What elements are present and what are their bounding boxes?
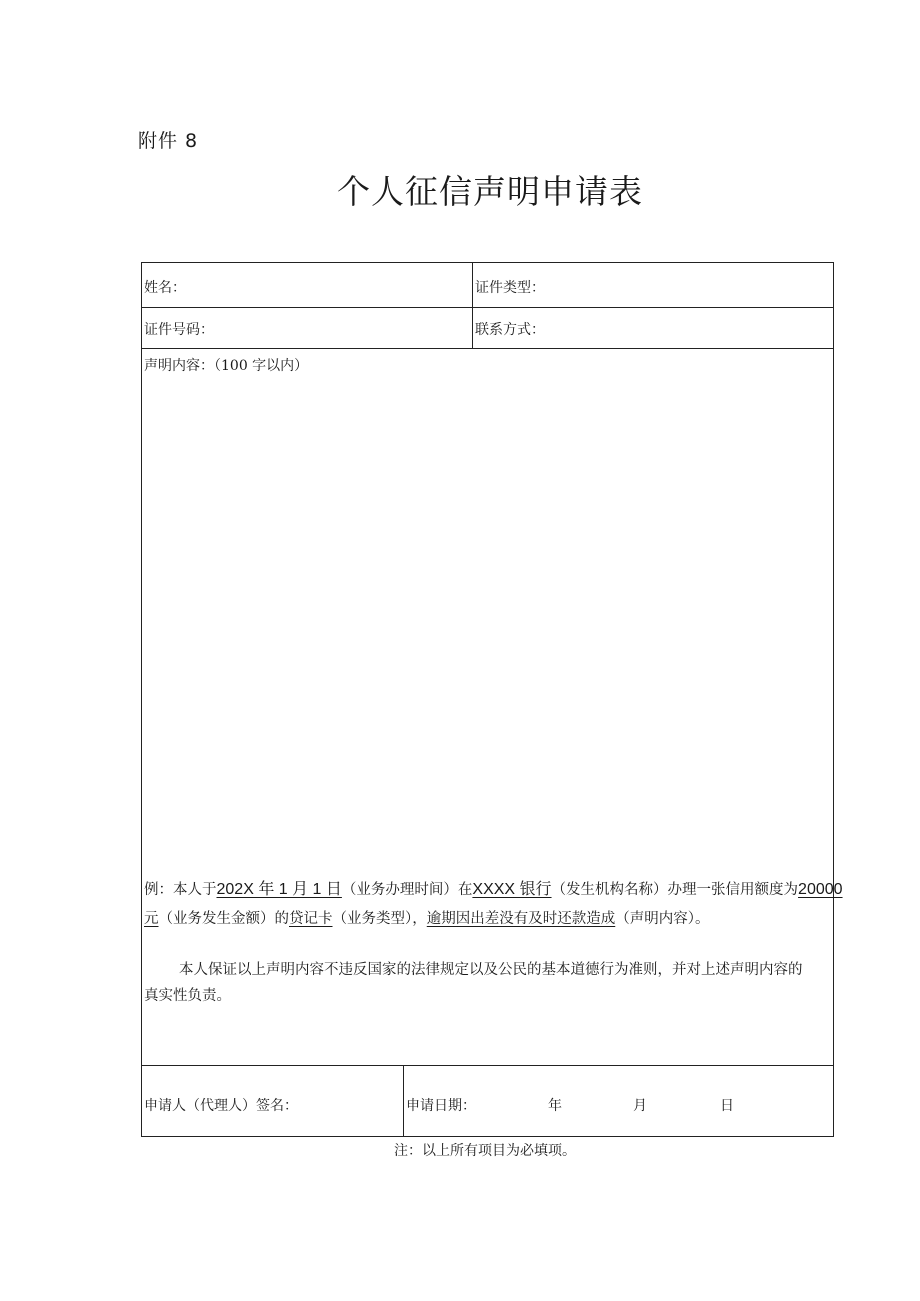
example-prefix: 例：本人于 xyxy=(144,882,217,898)
id-type-field[interactable] xyxy=(475,277,545,297)
example-date-note: （业务办理时间）在 xyxy=(341,882,473,898)
row-divider xyxy=(142,1065,833,1066)
required-fields-note: 注：以上所有项目为必填项。 xyxy=(394,1143,576,1159)
example-institution: XXXX 银行 xyxy=(472,881,552,898)
row-divider xyxy=(142,307,833,308)
date-month-label: 月 xyxy=(633,1098,647,1114)
example-amount-unit: 元 xyxy=(144,911,159,927)
signature-label: 申请人（代理人）签名： xyxy=(144,1098,298,1114)
name-field[interactable] xyxy=(144,277,186,297)
form-title: 个人征信声明申请表 xyxy=(337,172,643,211)
pledge-line-2: 真实性负责。 xyxy=(144,988,231,1004)
example-amount-note: （业务发生金额）的 xyxy=(158,911,289,927)
example-business-type-note: （业务类型）， xyxy=(332,911,427,927)
contact-label: 联系方式： xyxy=(475,322,545,338)
pledge-statement xyxy=(144,957,834,1009)
column-divider xyxy=(403,1065,404,1137)
example-amount-number: 20000 xyxy=(798,881,843,898)
contact-field[interactable] xyxy=(475,319,545,339)
pledge-line-1: 本人保证以上声明内容不违反国家的法律规定以及公民的基本道德行为准则，并对上述声明内容的 xyxy=(179,962,803,978)
attachment-number: 附件 8 xyxy=(138,130,199,152)
example-content-note: （声明内容）。 xyxy=(615,911,710,927)
signature-field[interactable] xyxy=(144,1095,298,1115)
date-year-label: 年 xyxy=(548,1098,562,1114)
statement-label: 声明内容：（100 字以内） xyxy=(144,358,309,374)
application-date-field[interactable] xyxy=(406,1095,476,1115)
example-content: 逾期因出差没有及时还款造成 xyxy=(426,911,616,927)
statement-content-field[interactable] xyxy=(144,355,308,375)
example-line-2 xyxy=(144,905,834,934)
example-date: 202X 年 1 月 1 日 xyxy=(216,881,342,898)
row-divider xyxy=(142,348,833,349)
name-label: 姓名： xyxy=(144,280,186,296)
id-number-label: 证件号码： xyxy=(144,322,214,338)
column-divider xyxy=(472,263,473,349)
statement-form-table xyxy=(141,262,843,1137)
example-business-type: 贷记卡 xyxy=(289,911,333,927)
example-line-1 xyxy=(144,875,843,905)
date-day-label: 日 xyxy=(720,1098,734,1114)
id-number-field[interactable] xyxy=(144,319,214,339)
id-type-label: 证件类型： xyxy=(475,280,545,296)
statement-example xyxy=(144,875,843,934)
example-institution-note: （发生机构名称）办理一张信用额度为 xyxy=(551,882,799,898)
date-label: 申请日期： xyxy=(406,1098,476,1114)
